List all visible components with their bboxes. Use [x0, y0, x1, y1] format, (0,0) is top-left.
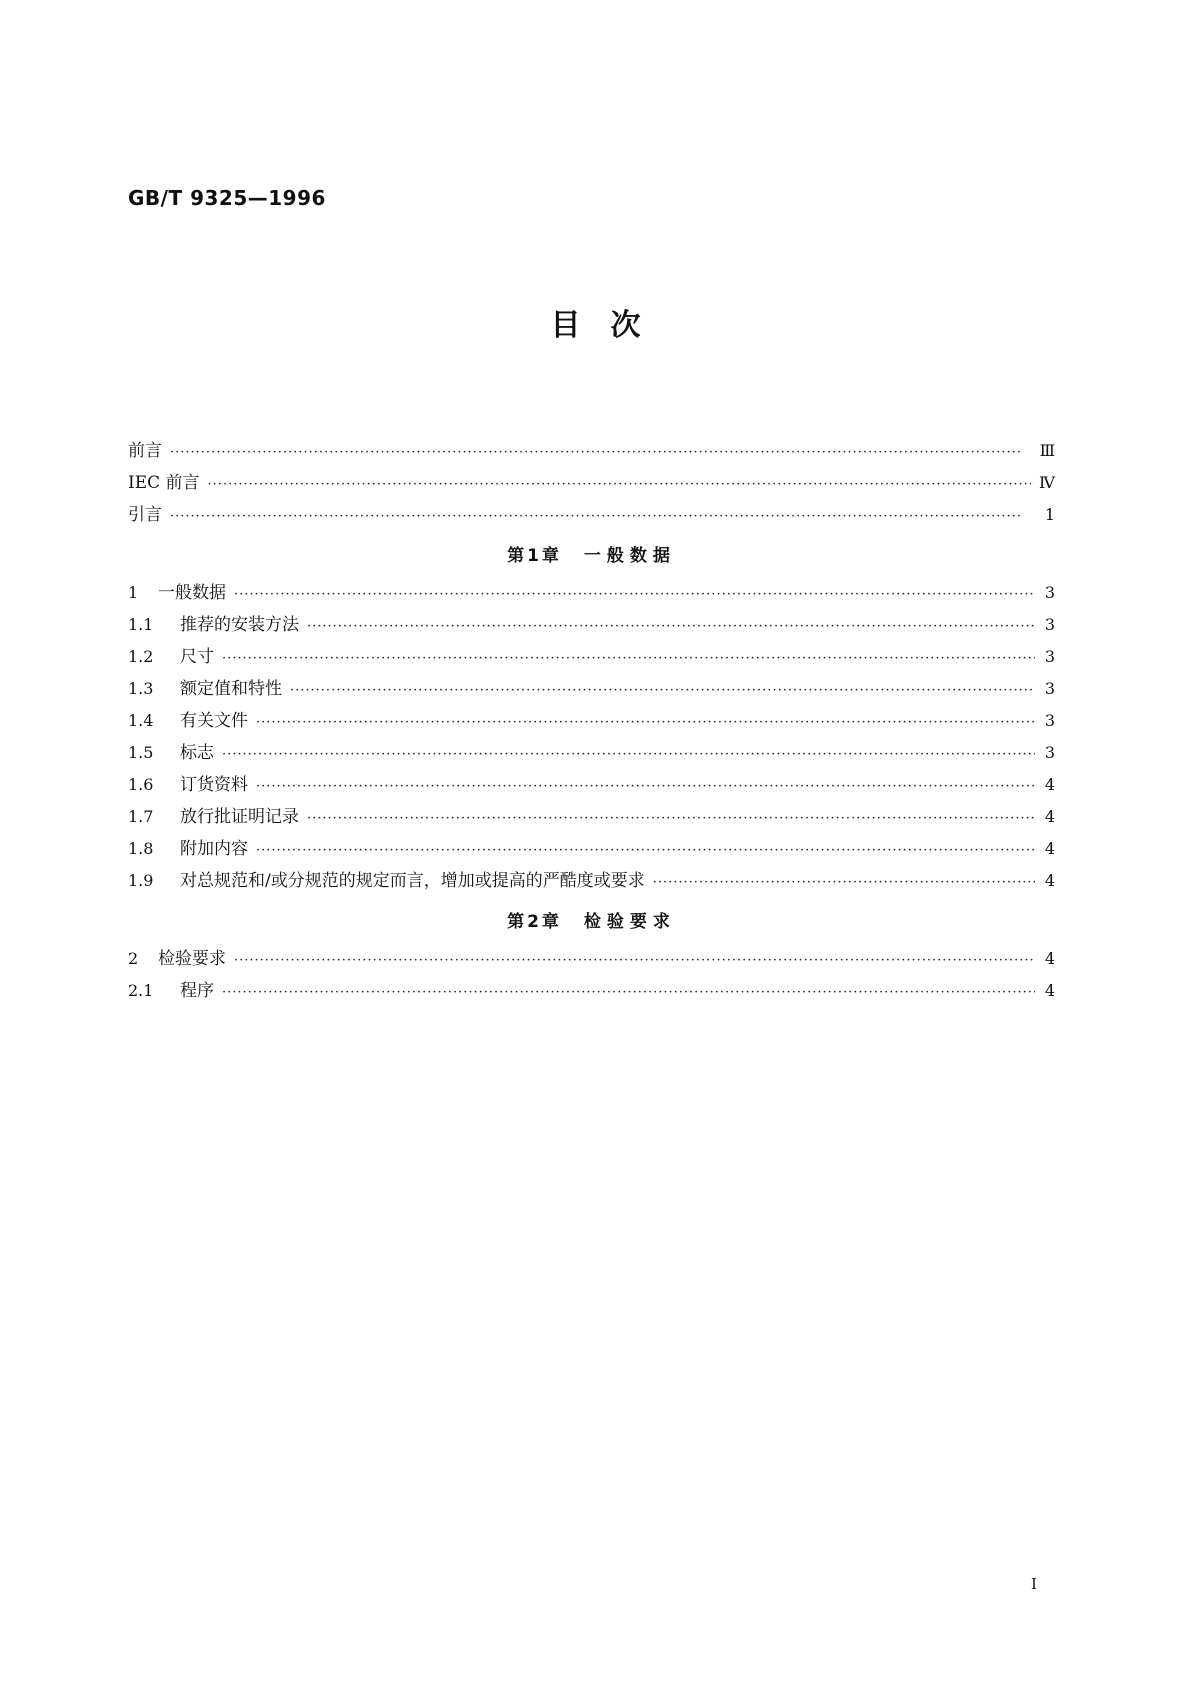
chapter-title: 检验要求 [583, 912, 676, 932]
dot-leader [653, 875, 1035, 890]
toc-entry-label: 附加内容 [180, 839, 248, 859]
toc-entry-label: 检验要求 [158, 949, 226, 969]
dot-leader [290, 683, 1035, 698]
toc-entry-page: 3 [1044, 743, 1055, 762]
toc-entry-page: 4 [1044, 807, 1055, 826]
toc-entry[interactable] [128, 642, 1055, 674]
toc-entry-number: 1.5 [128, 743, 154, 762]
toc-entry-page: 4 [1044, 775, 1055, 794]
toc-entry-page: 3 [1044, 583, 1055, 602]
toc-entry-page: 3 [1044, 615, 1055, 634]
table-of-contents [128, 436, 1055, 1008]
toc-entry-number: 1.7 [128, 807, 154, 826]
toc-entry-number: 1.2 [128, 647, 154, 666]
dot-leader [256, 715, 1035, 730]
chapter-1-heading [128, 532, 1055, 578]
toc-entry-page: 3 [1044, 711, 1055, 730]
toc-entry[interactable] [128, 738, 1055, 770]
toc-entry-label: IEC 前言 [128, 473, 200, 493]
dot-leader [234, 587, 1035, 602]
toc-entry-label: 一般数据 [158, 583, 226, 603]
toc-entry-page: Ⅳ [1039, 473, 1055, 492]
dot-leader [222, 747, 1035, 762]
toc-entry[interactable] [128, 610, 1055, 642]
dot-leader [222, 985, 1035, 1000]
chapter-number: 第1章 [507, 546, 562, 566]
toc-entry-label: 标志 [180, 743, 214, 763]
toc-entry[interactable] [128, 578, 1055, 610]
dot-leader [170, 509, 1035, 524]
page-title: 目 次 [550, 308, 641, 343]
chapter-title: 一般数据 [583, 546, 676, 566]
toc-entry-label: 前言 [128, 441, 162, 461]
toc-entry[interactable] [128, 706, 1055, 738]
toc-entry-number: 1.9 [128, 871, 154, 890]
toc-entry-label: 额定值和特性 [180, 679, 282, 699]
toc-entry-page: 4 [1044, 871, 1055, 890]
dot-leader [222, 651, 1035, 666]
chapter-2-heading [128, 898, 1055, 944]
toc-entry-number: 1.1 [128, 615, 154, 634]
toc-entry-page: 3 [1044, 679, 1055, 698]
toc-entry-number: 1.6 [128, 775, 154, 794]
toc-entry-label: 放行批证明记录 [180, 807, 299, 827]
toc-entry-label: 订货资料 [180, 775, 248, 795]
page-number: I [1031, 1575, 1037, 1593]
dot-leader [256, 779, 1035, 794]
toc-entry-number: 1.4 [128, 711, 154, 730]
toc-entry[interactable] [128, 834, 1055, 866]
toc-entry-label: 程序 [180, 981, 214, 1001]
toc-entry-page: 4 [1044, 839, 1055, 858]
dot-leader [170, 445, 1032, 460]
toc-entry[interactable] [128, 674, 1055, 706]
toc-entry-page: 4 [1044, 981, 1055, 1000]
toc-entry-introduction[interactable] [128, 500, 1055, 532]
toc-entry-page: 1 [1044, 505, 1055, 524]
chapter-number: 第2章 [507, 912, 562, 932]
toc-entry-page: 4 [1044, 949, 1055, 968]
dot-leader [307, 811, 1035, 826]
toc-entry-number: 2 [128, 949, 139, 968]
dot-leader [234, 953, 1035, 968]
toc-entry-number: 1.3 [128, 679, 154, 698]
dot-leader [307, 619, 1035, 634]
toc-entry-iec-foreword[interactable] [128, 468, 1055, 500]
toc-entry[interactable] [128, 802, 1055, 834]
toc-entry-page: 3 [1044, 647, 1055, 666]
toc-entry-label: 引言 [128, 505, 162, 525]
toc-entry-label: 对总规范和/或分规范的规定而言，增加或提高的严酷度或要求 [180, 871, 645, 891]
toc-entry-number: 1.8 [128, 839, 154, 858]
toc-entry[interactable] [128, 944, 1055, 976]
dot-leader [256, 843, 1035, 858]
toc-entry[interactable] [128, 866, 1055, 898]
toc-entry-label: 有关文件 [180, 711, 248, 731]
toc-entry-foreword[interactable] [128, 436, 1055, 468]
standard-code: GB/T 9325—1996 [128, 186, 326, 210]
dot-leader [208, 477, 1031, 492]
toc-entry[interactable] [128, 770, 1055, 802]
toc-entry-label: 推荐的安装方法 [180, 615, 299, 635]
toc-entry[interactable] [128, 976, 1055, 1008]
toc-entry-page: Ⅲ [1039, 441, 1055, 460]
toc-entry-number: 2.1 [128, 981, 154, 1000]
toc-entry-label: 尺寸 [180, 647, 214, 667]
toc-entry-number: 1 [128, 583, 139, 602]
